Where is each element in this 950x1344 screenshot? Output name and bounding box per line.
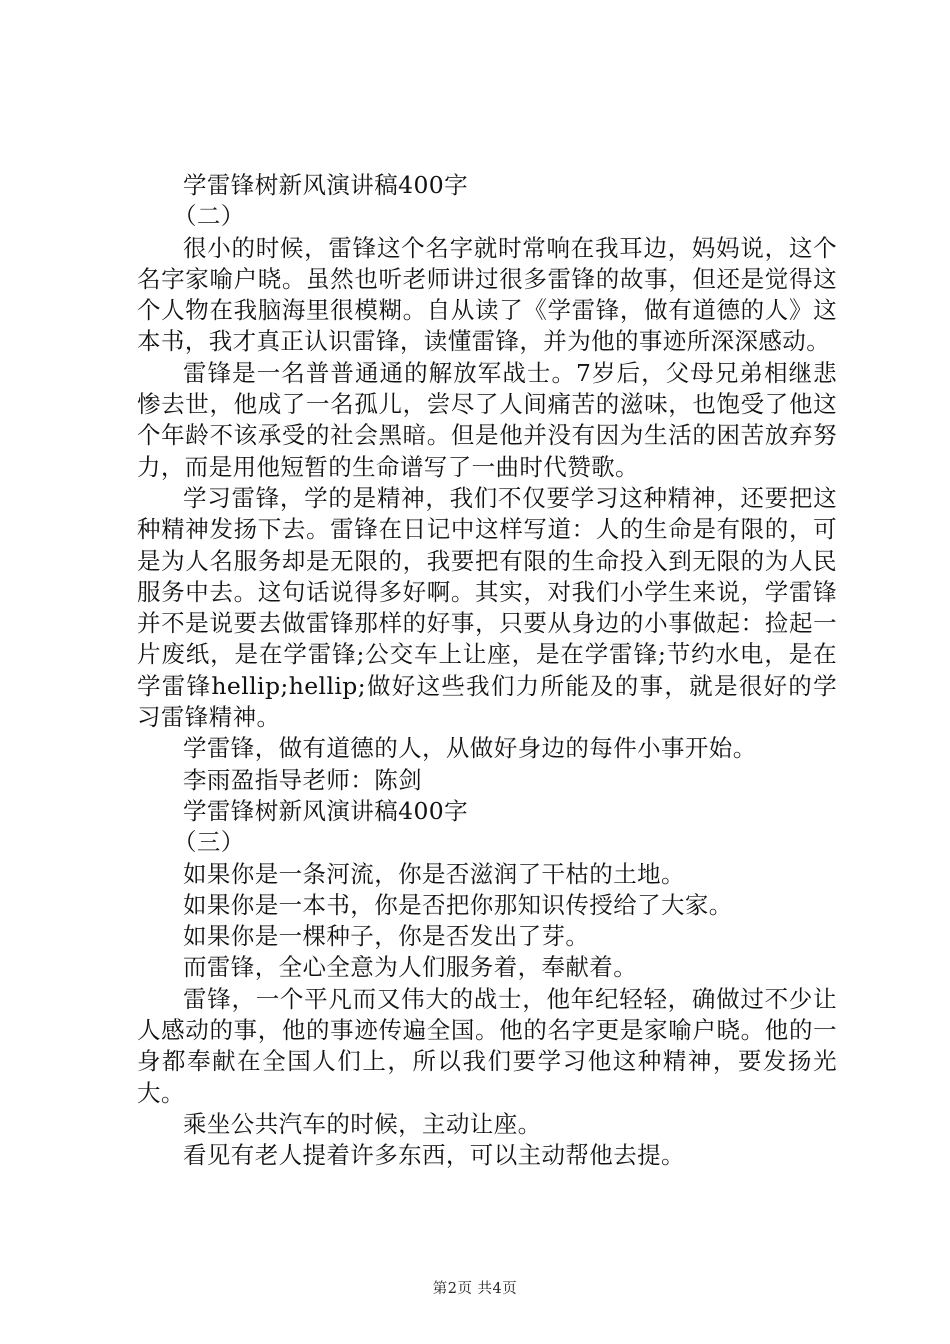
page-footer: 第2页 共4页 [432,1281,518,1297]
author-line: 李雨盈指导老师：陈剑 [183,765,422,794]
body-paragraph: 学习雷锋，学的是精神，我们不仅要学习这种精神，还要把这种精神发扬下去。雷锋在日记中这样写道：人的生命是有限的，可是为人名服务却是无限的，我要把有限的生命投入到无限的为人民服务中去。这句话说得多好啊。其实，对我们小学生来说，学雷锋并不是说要去做雷锋那样的好事，只要从身边的小事做起：捡起一片废纸，是在学雷锋;公交车上让座，是在学雷锋;节约水电，是在学雷锋hellip;hellip;做好这些我们力所能及的事，就是很好的学习雷锋精神。 [137,483,837,732]
body-paragraph: 而雷锋，全心全意为人们服务着，奉献着。 [183,953,638,982]
body-paragraph: 学雷锋，做有道德的人，从做好身边的每件小事开始。 [183,734,757,763]
section-number: （三） [173,828,245,857]
body-paragraph: 乘坐公共汽车的时候，主动让座。 [183,1109,542,1138]
body-paragraph: 看见有老人提着许多东西，可以主动帮他去提。 [183,1141,685,1170]
body-paragraph: 雷锋是一名普普通通的解放军战士。7岁后，父母兄弟相继悲惨去世，他成了一名孤儿，尝尽了人间痛苦的滋味，也饱受了他这个年龄不该承受的社会黑暗。但是他并没有因为生活的困苦放弃努力，而是用他短暂的生命谱写了一曲时代赞歌。 [137,358,837,481]
body-paragraph: 如果你是一本书，你是否把你那知识传授给了大家。 [183,890,733,919]
section-title: 学雷锋树新风演讲稿400字 [183,796,469,825]
section-title: 学雷锋树新风演讲稿400字 [183,171,469,199]
body-paragraph: 如果你是一条河流，你是否滋润了干枯的土地。 [183,859,685,888]
body-paragraph: 很小的时候，雷锋这个名字就时常响在我耳边，妈妈说，这个名字家喻户晓。虽然也听老师讲过很多雷锋的故事，但还是觉得这个人物在我脑海里很模糊。自从读了《学雷锋，做有道德的人》这本书，我才真正认识雷锋，读懂雷锋，并为他的事迹所深深感动。 [137,233,837,356]
body-paragraph: 如果你是一棵种子，你是否发出了芽。 [183,922,590,951]
document-body [137,170,837,1172]
body-paragraph: 雷锋，一个平凡而又伟大的战士，他年纪轻轻，确做过不少让人感动的事，他的事迹传遍全国。他的名字更是家喻户晓。他的一身都奉献在全国人们上，所以我们要学习他这种精神，要发扬光大。 [137,984,837,1107]
section-number: （二） [173,202,245,231]
